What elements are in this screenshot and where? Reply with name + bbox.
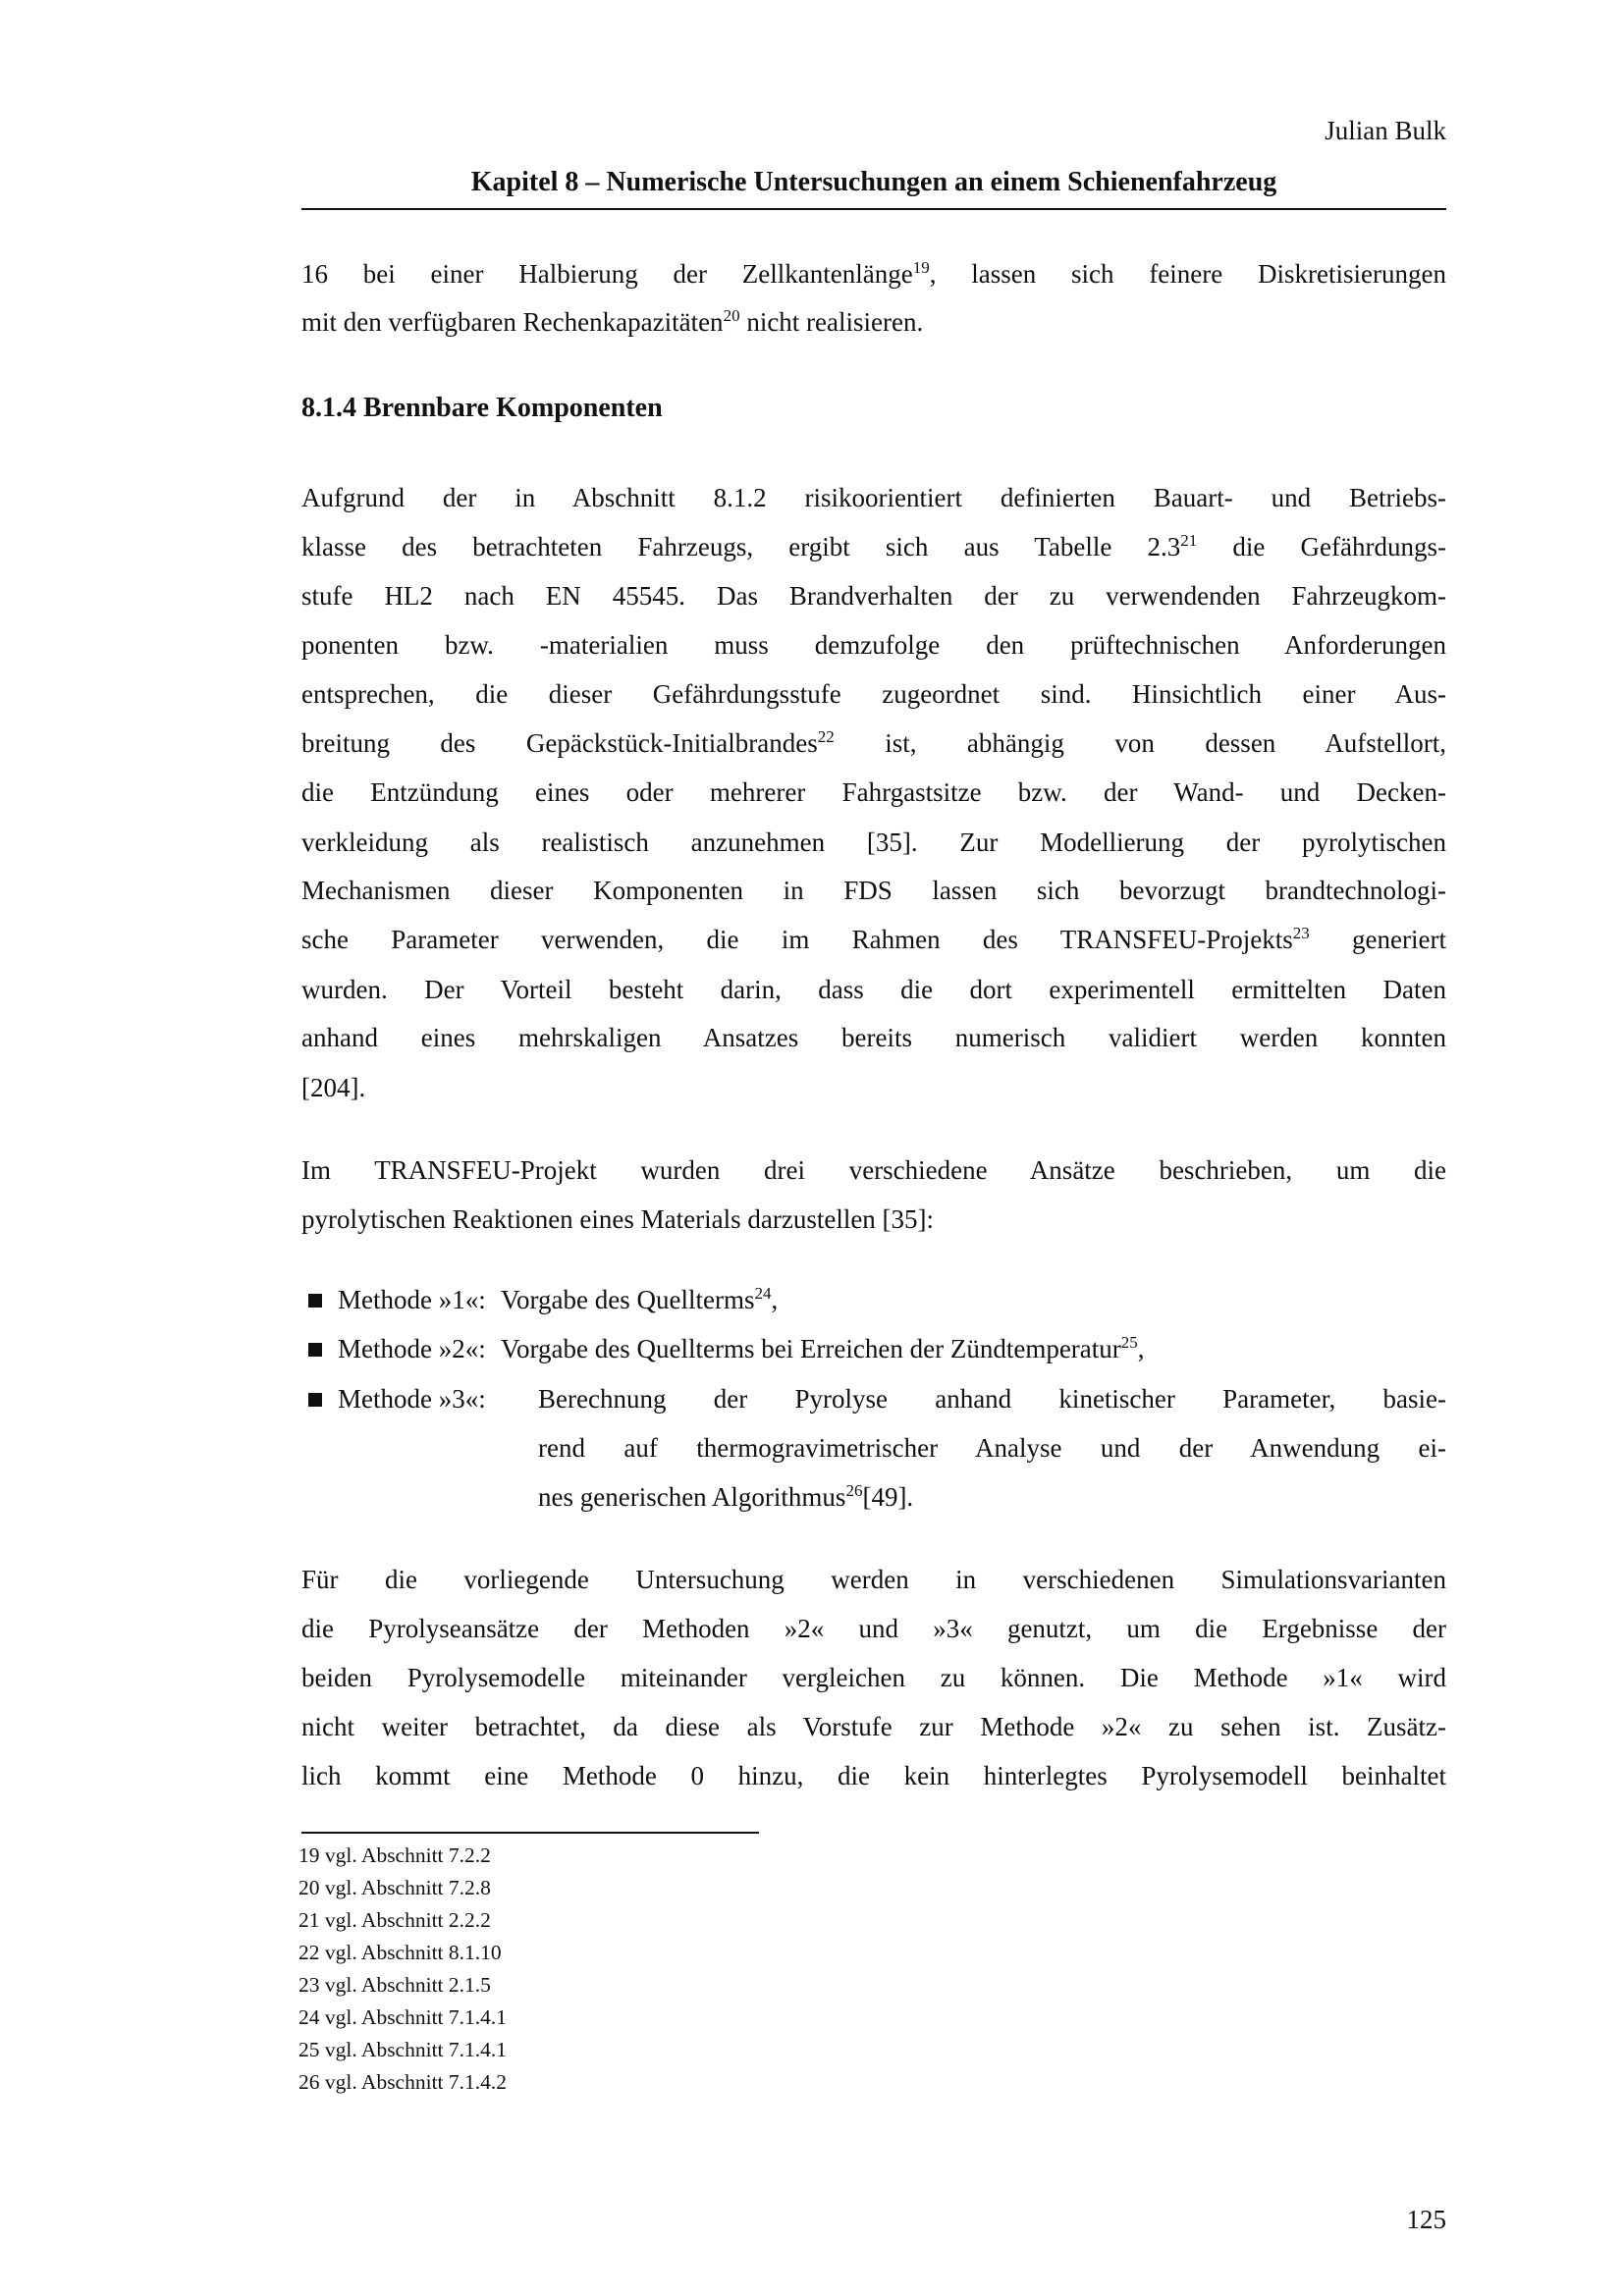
list-item-label: Methode »3«: [338,1384,486,1414]
paragraph-line: beiden Pyrolysemodelle miteinander vergleichen zu können. Die Methode »1« wird [301,1663,1446,1692]
footnote-reference[interactable]: 22 [817,727,835,746]
paragraph-line: Mechanismen dieser Komponenten in FDS lassen sich bevorzugt brandtechnologi- [301,876,1446,905]
footnote-reference[interactable]: 19 [912,258,930,277]
footnote-reference[interactable]: 25 [1120,1333,1138,1352]
paragraph-line: Für die vorliegende Untersuchung werden in verschiedenen Simulationsvarianten [301,1565,1446,1594]
paragraph-line: 16 bei einer Halbierung der Zellkantenlänge$^{19}$, lassen sich feinere Diskretisierungen [301,258,1446,289]
header-rule [301,208,1446,210]
paragraph-line: pyrolytischen Reaktionen eines Materials darzustellen [35]: [301,1204,935,1234]
footnote-reference[interactable]: 23 [1292,924,1310,942]
footnote: 21 vgl. Abschnitt 2.2.2 [298,1908,491,1932]
footnote-reference[interactable]: 24 [754,1284,772,1303]
paragraph-line: Im TRANSFEU-Projekt wurden drei verschiedene Ansätze beschrieben, um die [301,1155,1446,1185]
footnote: 24 vgl. Abschnitt 7.1.4.1 [298,2005,508,2029]
paragraph-line: anhand eines mehrskaligen Ansatzes bereits numerisch validiert werden konnten [301,1023,1446,1052]
paragraph-line: entsprechen, die dieser Gefährdungsstufe zugeordnet sind. Hinsichtlich einer Aus- [301,679,1446,709]
footnote: 19 vgl. Abschnitt 7.2.2 [298,1843,491,1867]
footnote: 26 vgl. Abschnitt 7.1.4.2 [298,2070,508,2094]
running-header-chapter: Kapitel 8 – Numerische Untersuchungen an einem Schienenfahrzeug [470,167,1277,197]
running-header-author: Julian Bulk [1325,116,1446,145]
paragraph-line: klasse des betrachteten Fahrzeugs, ergibt sich aus Tabelle $2.3^{21}$ die Gefährdungs- [301,531,1446,561]
footnote: 23 vgl. Abschnitt 2.1.5 [298,1973,491,1997]
list-item-text: Vorgabe des Quellterms bei Erreichen der Zündtemperatur$^{25}$, [501,1333,1145,1363]
footnote: 20 vgl. Abschnitt 7.2.8 [298,1876,491,1899]
footnote-reference[interactable]: 20 [723,306,740,325]
paragraph-line: ponenten bzw. -materialien muss demzufolge den prüftechnischen Anforderungen [301,630,1446,660]
paragraph-line: mit den verfügbaren Rechenkapazitäten$^{20}$ nicht realisieren. [301,306,924,337]
paragraph-line: verkleidung als realistisch anzunehmen [35]. Zur Modellierung der pyrolytischen [301,828,1446,857]
footnote-reference[interactable]: 26 [845,1481,863,1500]
paragraph-line: [204]. [301,1073,366,1102]
paragraph-line: breitung des Gepäckstück-Initialbrandes$^{22}$ ist, abhängig von dessen Aufstellort, [301,727,1446,758]
paragraph-line: wurden. Der Vorteil besteht darin, dass die dort experimentell ermittelten Daten [301,975,1446,1004]
footnote: 25 vgl. Abschnitt 7.1.4.1 [298,2038,508,2061]
footnote-rule [301,1832,759,1834]
list-item-text: Berechnung der Pyrolyse anhand kinetischer Parameter, basie- [538,1384,1446,1414]
list-item-text: rend auf thermogravimetrischer Analyse und der Anwendung ei- [538,1433,1446,1463]
bullet-icon [308,1343,322,1357]
paragraph-line: die Pyrolyseansätze der Methoden »2« und »3« genutzt, um die Ergebnisse der [301,1614,1446,1643]
paragraph-line: die Entzündung eines oder mehrerer Fahrgastsitze bzw. der Wand- und Decken- [301,777,1446,807]
list-item-text: nes generischen Algorithmus$^{26}$[49]. [538,1481,914,1512]
paragraph-line: nicht weiter betrachtet, da diese als Vorstufe zur Methode »2« zu sehen ist. Zusätz- [301,1712,1446,1741]
list-item-label: Methode »2«: [338,1334,486,1363]
page-number: 125 [1406,2205,1446,2234]
list-item-text: Vorgabe des Quellterms$^{24}$, [501,1284,779,1314]
paragraph-line: Aufgrund der in Abschnitt 8.1.2 risikoorientiert definierten Bauart- und Betriebs- [301,483,1446,512]
paragraph-line: lich kommt eine Methode 0 hinzu, die kein hinterlegtes Pyrolysemodell beinhaltet [301,1761,1446,1790]
list-item-label: Methode »1«: [338,1285,486,1314]
bullet-icon [308,1294,322,1308]
footnote: 22 vgl. Abschnitt 8.1.10 [298,1941,502,1964]
paragraph-line: stufe HL2 nach EN 45545. Das Brandverhalten der zu verwendenden Fahrzeugkom- [301,581,1446,611]
paragraph-line: sche Parameter verwenden, die im Rahmen des TRANSFEU-Projekts$^{23}$ generiert [301,924,1446,954]
bullet-icon [308,1393,322,1407]
section-heading: 8.1.4 Brennbare Komponenten [301,393,663,423]
footnote-reference[interactable]: 21 [1180,531,1198,550]
